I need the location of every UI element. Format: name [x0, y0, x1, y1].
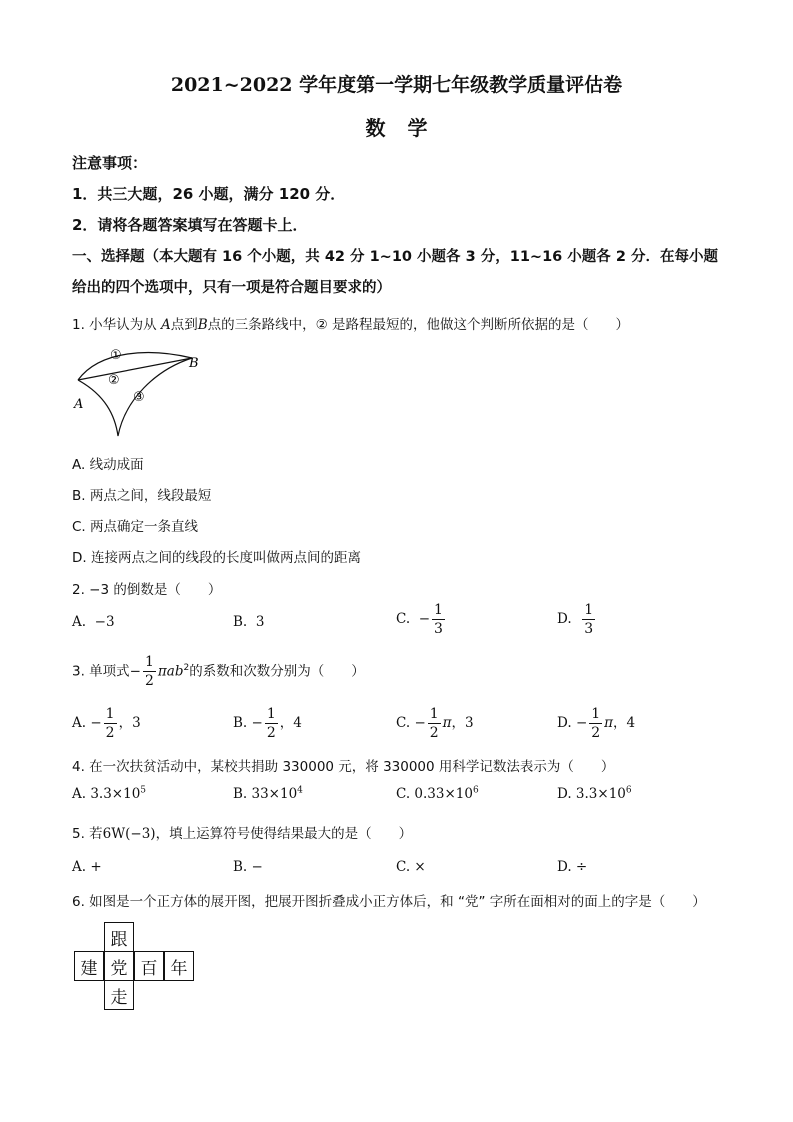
- cube-face-center: 党: [104, 951, 134, 981]
- question-4-option-b: B. $33\times 10^4$: [233, 785, 303, 802]
- question-1-option-b: B. 两点之间，线段最短: [72, 488, 212, 504]
- fraction: $\frac{1}{2}$: [144, 654, 154, 689]
- route-3-label: ③: [133, 390, 145, 405]
- exam-subject: 数学: [365, 116, 450, 140]
- question-1-option-c: C. 两点确定一条直线: [72, 519, 199, 535]
- question-2-option-b: B. 3: [233, 614, 265, 630]
- question-3-option-a: A. − $\frac{1}{2}$ ，3: [72, 706, 141, 741]
- question-4-stem: 4. 在一次扶贫活动中，某校共捐助 330000 元，将 330000 用科学记数法表示为（ ）: [72, 759, 615, 775]
- question-1-stem: 1. 小华认为从 A点到B点的三条路线中，② 是路程最短的，他做这个判断所依据的是（ ）: [72, 317, 630, 333]
- route-2-path: [78, 358, 192, 380]
- exam-title: 2021~2022 学年度第一学期七年级教学质量评估卷: [170, 74, 623, 96]
- route-1-label: ①: [110, 348, 122, 363]
- question-5-option-a: A. +: [72, 859, 102, 875]
- question-4-option-d: D. $3.3\times 10^6$: [557, 785, 632, 802]
- cube-face-top: 跟: [104, 922, 134, 952]
- cube-face-right-2: 年: [164, 951, 194, 981]
- question-6-stem: 6. 如图是一个正方体的展开图，把展开图折叠成小正方体后，和 “党” 字所在面相对的面上的字是（ ）: [72, 894, 706, 910]
- route-2-label: ②: [108, 373, 120, 388]
- cube-face-bottom: 走: [104, 980, 134, 1010]
- point-a-label: A: [74, 397, 84, 412]
- fraction: $\frac{1}{2}$: [105, 706, 115, 741]
- question-3-stem: 3. 单项式− $\frac{1}{2}$ πab$^2$的系数和次数分别为（ ）: [72, 654, 365, 689]
- question-5-option-d: D. ÷: [557, 859, 588, 875]
- fraction: $\frac{1}{2}$: [266, 706, 276, 741]
- cube-face-right-1: 百: [134, 951, 164, 981]
- fraction: $\frac{1}{3}$: [434, 602, 443, 637]
- route-diagram: [70, 340, 210, 445]
- route-1-path: [78, 353, 192, 380]
- question-3-option-d: D. − $\frac{1}{2}$ π，4: [557, 706, 636, 741]
- fraction: $\frac{1}{3}$: [584, 602, 594, 637]
- question-2-option-c: C. − $\frac{1}{3}$: [396, 602, 443, 637]
- question-2-stem: 2. −3 的倒数是（ ）: [72, 582, 222, 598]
- question-4-option-a: A. $3.3\times 10^5$: [72, 785, 147, 802]
- fraction: $\frac{1}{2}$: [591, 706, 601, 741]
- point-b-label: B: [189, 356, 199, 371]
- question-4-option-c: C. $0.33\times 10^6$: [396, 785, 479, 802]
- question-5-option-b: B. −: [233, 859, 263, 875]
- question-1-option-a: A. 线动成面: [72, 457, 144, 473]
- question-3-option-b: B. − $\frac{1}{2}$ ，4: [233, 706, 302, 741]
- notes-heading: 注意事项：: [72, 154, 148, 172]
- cube-net: [74, 922, 194, 1012]
- cube-face-left: 建: [74, 951, 104, 981]
- section-heading-line2: 给出的四个选项中，只有一项是符合题目要求的）: [72, 280, 391, 296]
- fraction: $\frac{1}{2}$: [429, 706, 439, 741]
- question-1-option-d: D. 连接两点之间的线段的长度叫做两点间的距离: [72, 550, 361, 566]
- section-heading-line1: 一、选择题（本大题有 16 个小题，共 42 分 1~10 小题各 3 分，11~16 小题各 2 分．在每小题: [72, 249, 718, 265]
- notes-item-1: 1．共三大题，26 小题，满分 120 分．: [72, 185, 346, 203]
- question-5-stem: 5. 若6W(−3)，填上运算符号使得结果最大的是（ ）: [72, 826, 413, 842]
- question-2-option-a: A. −3: [72, 614, 115, 630]
- question-3-option-c: C. − $\frac{1}{2}$ π，3: [396, 706, 474, 741]
- question-2-option-d: D. $\frac{1}{3}$: [557, 602, 594, 637]
- question-5-option-c: C. ×: [396, 859, 426, 875]
- notes-item-2: 2．请将各题答案填写在答题卡上．: [72, 216, 308, 234]
